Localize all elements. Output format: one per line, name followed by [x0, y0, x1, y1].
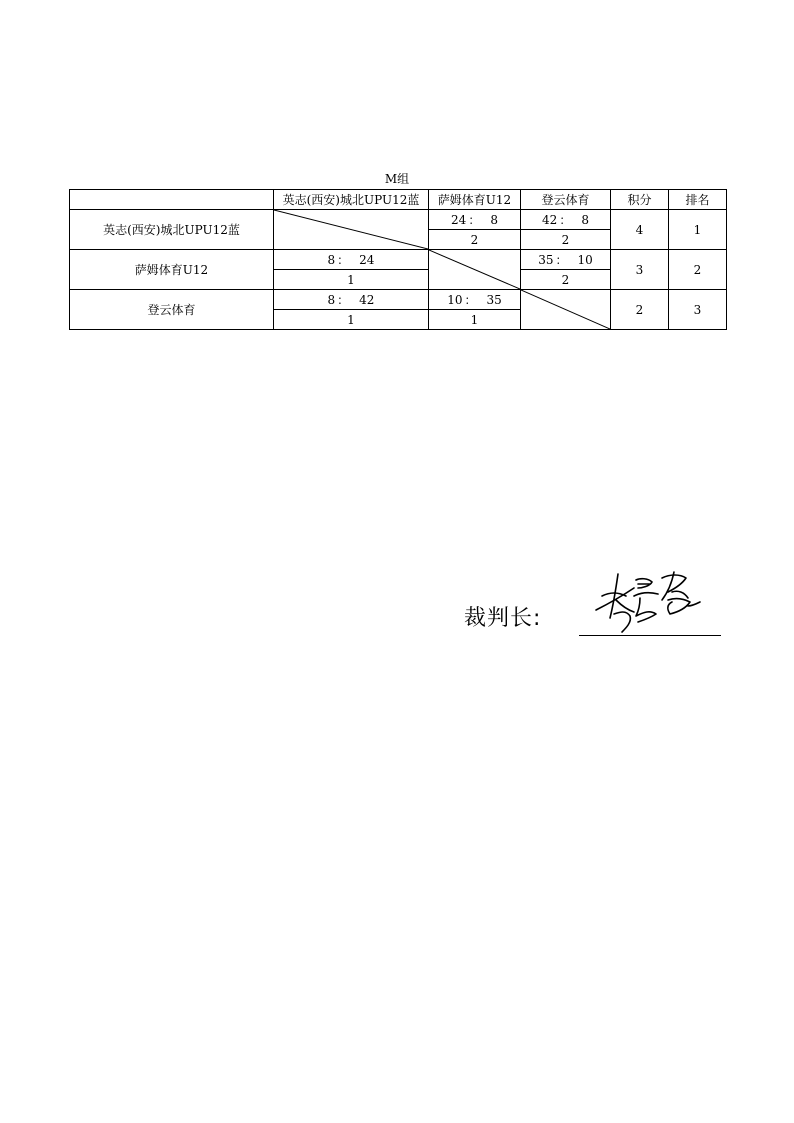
- diagonal-cell: [521, 290, 611, 330]
- match-score: 35 ： 10: [521, 250, 611, 270]
- handwritten-signature: [588, 566, 708, 636]
- match-score: 42 ： 8: [521, 210, 611, 230]
- team-rank: 1: [669, 210, 727, 250]
- table-row: [70, 290, 727, 310]
- match-points: 2: [521, 270, 611, 290]
- team-name: 登云体育: [70, 290, 274, 330]
- group-title: M组: [384, 172, 410, 186]
- team-name: 萨姆体育U12: [70, 250, 274, 290]
- team-name: 英志(西安)城北UPU12蓝: [70, 210, 274, 250]
- diagonal-cell: [429, 250, 521, 290]
- header-team-2: 萨姆体育U12: [429, 190, 521, 210]
- table-row: [70, 250, 727, 270]
- header-points: 积分: [611, 190, 669, 210]
- team-rank: 2: [669, 250, 727, 290]
- header-row: [70, 190, 727, 210]
- match-points: 1: [274, 310, 429, 330]
- diagonal-cell: [274, 210, 429, 250]
- header-rank: 排名: [669, 190, 727, 210]
- referee-label: 裁判长:: [464, 606, 542, 631]
- header-team-1: 英志(西安)城北UPU12蓝: [274, 190, 429, 210]
- match-points: 1: [274, 270, 429, 290]
- match-score: 8 ： 42: [274, 290, 429, 310]
- team-rank: 3: [669, 290, 727, 330]
- match-score: 24 ： 8: [429, 210, 521, 230]
- match-points: 1: [429, 310, 521, 330]
- match-points: 2: [429, 230, 521, 250]
- diagonal-line: [429, 250, 520, 289]
- team-points: 4: [611, 210, 669, 250]
- signature-line: [579, 635, 721, 636]
- team-points: 3: [611, 250, 669, 290]
- diagonal-line: [521, 290, 610, 329]
- team-points: 2: [611, 290, 669, 330]
- header-team-3: 登云体育: [521, 190, 611, 210]
- diagonal-line: [274, 210, 428, 249]
- match-score: 8 ： 24: [274, 250, 429, 270]
- match-points: 2: [521, 230, 611, 250]
- header-blank: [70, 190, 274, 210]
- match-score: 10 ： 35: [429, 290, 521, 310]
- results-table: [69, 189, 727, 330]
- table-row: [70, 210, 727, 230]
